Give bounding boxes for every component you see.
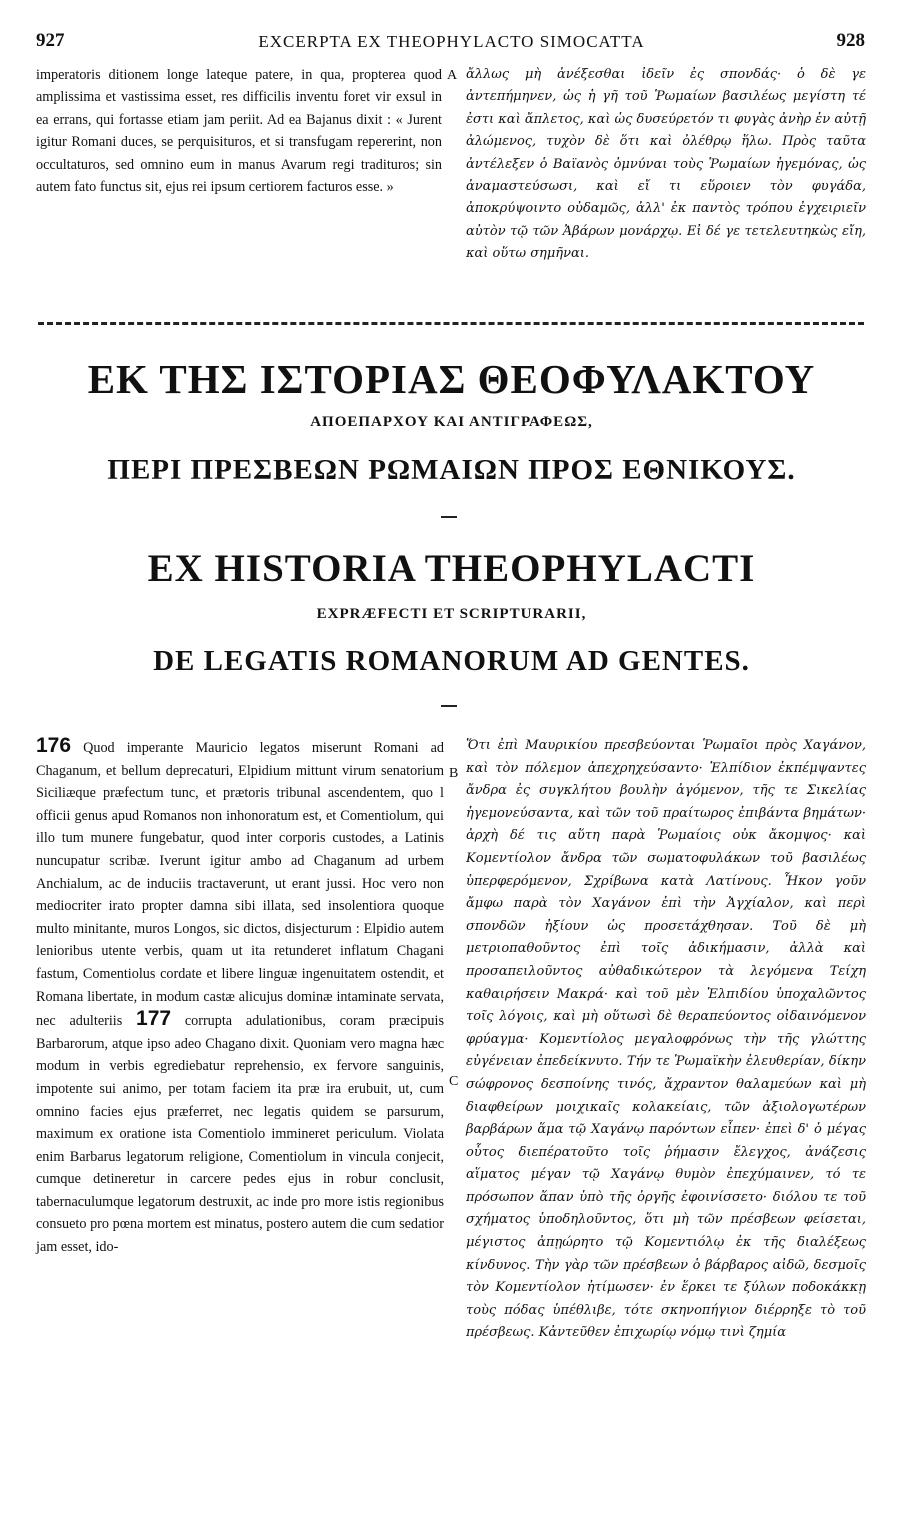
latin-subtitle: EXPRÆFECTI ET SCRIPTURARII, <box>316 606 587 622</box>
latin-topic-title: DE LEGATIS ROMANORUM AD GENTES. <box>153 645 750 677</box>
greek-topic-title: ΠΕΡΙ ΠΡΕΣΒΕΩΝ ΡΩΜΑΙΩΝ ΠΡΟΣ ΕΘΝΙΚΟΥΣ. <box>107 454 796 486</box>
title-dash-2 <box>441 705 457 707</box>
section-number-177: 177 <box>136 1007 172 1031</box>
body-greek-text: Ὅτι ἐπὶ Μαυρικίου πρεσβεύονται Ῥωμαῖοι πρὸς Χαγάνον, καὶ τὸν πόλεμον ἀπεχρηχεύσαντο· Ἐλπίδιον ἐκπέμψαντες ἄνδρα ἐς συγκλήτου βουλὴν ἀγόμενον, τῆς τε Σικελίας ἡγεμονεύσαντα, καὶ τῶν τοῦ πραίτωρος ἐπιβάντα βημάτων· ἀρχὴ δέ τις αὕτη παρὰ Ῥωμαίοις οὐκ ἄκομψος· καὶ Κομεντίολον ἄνδρα τῶν σωματοφυλάκων τοῦ βασιλέως ὑπερφερόμενον, Σχρίβωνα κατὰ Λατίνους. Ἧκον γοῦν ἄμφω παρὰ τὸν Χαγάνον ἐπὶ τὴν Ἀγχίαλον, καὶ περὶ σπονδῶν ἠξίουν ὡς προσετάχθησαν. Τοῦ δὲ μὴ μετριοπαθοῦντος ἐπὶ τοῖς ἀδικήμασιν, ἀλλὰ καὶ προσαπειλοῦντος αὐθαδικώτερον τὰ λεγόμενα Τείχη καθαιρήσειν Μακρά· καὶ τοῦ μὲν Ἐλπιδίου ὑποχαλῶντος τοῖς λόγοις, καὶ μὴ οὕτωσὶ δὲ θεραπεύοντος οἰδαινόμενον φρύαγμα· Κομεντίολος μεγαλοφρόνως τὴν τῆς γλώττης εὐγένειαν ἐπεδείκνυτο. Τήν τε Ῥωμαϊκὴν ἐλευθερίαν, δίκην σώφρονος δεσποίνης τινός, ἄχραντον θαλαμεύων καὶ μὴ διαφθείρων μοιχικαῖς κολακείαις, τῶν ἀξιολογωτέρων βαρβάρων ἅμα τῷ Χαγάνῳ παρόντων εἶπεν· ἐπεὶ δ' ὁ μέγας οὗτος διεπέρατοῦτο τοῖς ῥήμασιν ἔλεγχος, ἀνάζεσις αἵματος μέγαν τῷ Χαγάνῳ θυμὸν ἐπεχύμαινεν, τό τε πρόσωπον ἅπαν ὑπὸ τῆς ὀργῆς ἐφοινίσσετο· διόλου τε τοῦ σχήματος ὑποδηλοῦντος, ὅτι μὴ τῶν πρέσβεων φείσεται, μέγιστος ἀπῃώρητο τῷ Κομεντιόλῳ ἐκ τῆς διαλέξεως κίνδυνος. Τὴν γὰρ τῶν πρέσβεων ὁ βάρβαρος αἰδῶ, δεσμοῖς τὸν Κομεντίολον ἠτίμωσεν· ἐν ἕρκει τε ξύλων ποδοκάκκῃ τοὺς πόδας ὑπέθλιβε, τότε σκηνοπήγιον διέρρηξε τὸ τοῦ πρέσβεως. Κἀντεῦθεν ἐπιχωρίῳ νόμῳ τινὶ ζημία <box>466 738 866 1341</box>
margin-marker-a: A <box>447 68 458 83</box>
top-greek-column <box>466 64 866 266</box>
greek-subtitle: ΑΠΟΕΠΑΡΧΟΥ ΚΑΙ ΑΝΤΙΓΡΑΦΕΩΣ, <box>310 414 593 430</box>
section-number-176: 176 <box>36 734 72 757</box>
section-divider <box>38 322 864 325</box>
running-title: EXCERPTA EX THEOPHYLACTO SIMOCATTA <box>258 32 645 51</box>
top-latin-column <box>36 64 442 198</box>
body-latin-column <box>36 735 444 1259</box>
page-number-left: 927 <box>36 30 65 51</box>
page-header <box>0 30 903 56</box>
margin-marker-c: C <box>449 1074 459 1089</box>
title-dash <box>441 516 457 518</box>
latin-main-title: EX HISTORIA THEOPHYLACTI <box>147 547 756 590</box>
top-greek-text: ἄλλως μὴ ἀνέξεσθαι ἰδεῖν ἐς σπονδάς· ὁ δὲ γε ἀντεπήμηνεν, ὡς ἡ γῆ τοῦ Ῥωμαίων βασιλέως μεγίστη τέ ἐστι καὶ ἄπλετος, καὶ ὡς δυσεύρετόν τι φυγὰς ἀνὴρ ἐν αὐτῇ ἀλώμενος, τυχὸν δὲ ὅτι καὶ ὀλέθρῳ ἥλω. Πρὸς ταῦτα ἀντέλεξεν ὁ Βαϊανὸς ὀμνύναι τοὺς Ῥωμαίων ἡγεμόνας, ὡς ἀναμαστεύσωσι, καὶ εἴ τι εὕροιεν τὸν φυγάδα, ἀποκρύψοιντο οὐδαμῶς, ἀλλ' ἐκ παντὸς τρόπου ἐγχειριεῖν αὐτὸν τῷ τῶν Ἀβάρων μονάρχῳ. Εἰ δέ γε τετελευτηκὼς εἴη, καὶ οὕτω σημῆναι. <box>466 67 866 262</box>
page-number-right: 928 <box>836 30 865 51</box>
body-latin-text-a: Quod imperante Mauricio legatos miserunt Romani ad Chaganum, et bellum deprecaturi, Elpidium mittunt virum senatorium Siciliæque præfectum tunc, et prætoris tribunal ascendentem, quo l officii genus apud Romanos non inhonoratum est, et Comentiolum, qui illo tum munere fungebatur, quod inter corporis custodes, a Latinis nuncupatur scribæ. Iverunt igitur ambo ad Chaganum ad urbem Anchialum, ac de induciis tractaverunt, ut erant jussi. Hoc vero non mediocriter irato propter damna sibi illata, sed insolentiora quoque multo minitante, muros Longos, sic dictos, disjecturum : Elpidio autem lenioribus utente verbis, quam ut ita retunderet inflatum Chagani fastum, Comentiolus cordate et libere linguæ ingenuitatem ostendit, et Romana libertate, in modum castæ alicujus dominæ intaminate servata, nec adulteriis <box>36 740 444 1030</box>
greek-main-title: ΕΚ ΤΗΣ ΙΣΤΟΡΙΑΣ ΘΕΟΦΥΛΑΚΤΟΥ <box>87 356 816 402</box>
margin-marker-b: B <box>449 766 459 781</box>
body-latin-text-b: corrupta adulationibus, coram præcipuis Barbarorum, atque ipso adeo Chagano dixit. Quoniam vero magna hæc modum in verbis egrediebatur reprehensio, ex fervore sanguinis, impotente sui animo, per totam faciem ita præ ira erubuit, ut, cum omnino facies ejus præferret, nec legatis quidem se parsurum, maximum ex oratione ista Comentiolo immineret periculum. Violata enim Barbarus legatorum religione, Comentiolum in vincula conjecit, cumque detineretur in carcere pedes ejus in robur conclusit, tabernaculumque legatorum destruxit, ac inde pro more istis regionibus consueto pro pœna mortem est minatus, postero autem die cum sedatior jam esset, ido- <box>36 1013 444 1256</box>
body-greek-column <box>466 735 866 1345</box>
top-latin-text: imperatoris ditionem longe lateque patere, in qua, propterea quod amplissima et vastissima esset, res difficilis inventu foret vir exsul in ea errans, qui fortasse etiam jam periit. Ad ea Bajanus dixit : « Jurent igitur Romani duces, se perquisituros, et si transfugam repererint, non occultaturos, sed omnino eum in manus Avarum regi tradituros; sin autem fato functus sit, ejus rei ipsum certiorem facturos esse. » <box>36 67 442 196</box>
